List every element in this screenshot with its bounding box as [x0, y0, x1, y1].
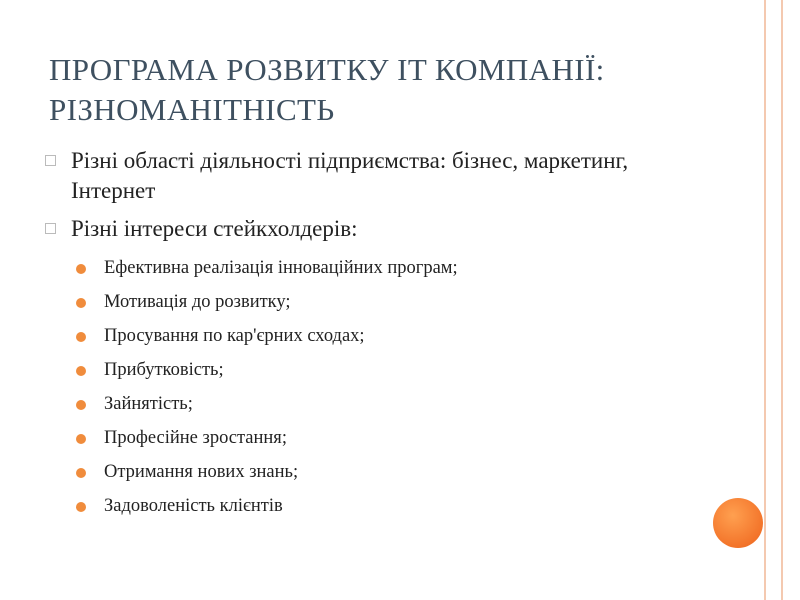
bullet-text: Різні інтереси стейкхолдерів:: [71, 216, 358, 241]
decorative-orange-circle: [713, 498, 763, 548]
sub-bullet-item: [45, 290, 685, 314]
sub-bullet-item: [45, 460, 685, 484]
sub-bullet-text: Професійне зростання;: [104, 428, 287, 448]
bullet-dot-icon: [76, 434, 86, 444]
sub-bullet-item: [45, 392, 685, 416]
sub-bullet-text: Ефективна реалізація інноваційних програм;: [104, 258, 458, 278]
sub-bullet-item: [45, 358, 685, 382]
bullet-item: [45, 146, 685, 206]
bullet-dot-icon: [76, 502, 86, 512]
sub-bullet-item: [45, 256, 685, 280]
sub-bullet-item: [45, 324, 685, 348]
slide-title: ПРОГРАМА РОЗВИТКУ IT КОМПАНІЇ: РІЗНОМАНІТНІСТЬ: [49, 52, 605, 127]
bullet-dot-icon: [76, 264, 86, 274]
sub-bullet-item: [45, 426, 685, 450]
bullet-dot-icon: [76, 332, 86, 342]
sub-bullet-text: Зайнятість;: [104, 394, 193, 414]
border-line-right: [781, 0, 783, 600]
border-line-left: [764, 0, 766, 600]
sub-bullet-text: Отримання нових знань;: [104, 462, 299, 482]
bullet-dot-icon: [76, 400, 86, 410]
slide-content: [45, 146, 685, 528]
bullet-dot-icon: [76, 468, 86, 478]
sub-bullet-text: Просування по кар'єрних сходах;: [104, 326, 365, 346]
bullet-square-icon: [45, 223, 56, 234]
bullet-text: Різні області діяльності підприємства: бізнес, маркетинг, Інтернет: [71, 148, 629, 203]
bullet-square-icon: [45, 155, 56, 166]
sub-bullet-text: Задоволеність клієнтів: [104, 496, 283, 516]
bullet-dot-icon: [76, 366, 86, 376]
sub-bullet-text: Мотивація до розвитку;: [104, 292, 291, 312]
bullet-item: [45, 214, 685, 244]
sub-bullet-text: Прибутковість;: [104, 360, 224, 380]
sub-bullet-item: [45, 494, 685, 518]
bullet-dot-icon: [76, 298, 86, 308]
